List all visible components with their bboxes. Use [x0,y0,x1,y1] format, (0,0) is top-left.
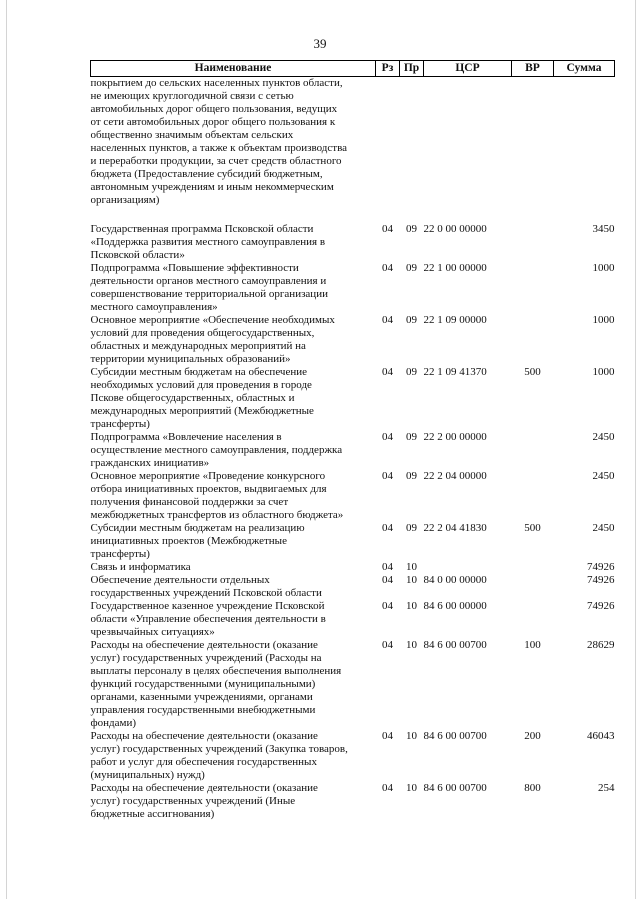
row-csr: 22 2 00 00000 [423,431,487,443]
row-csr: 22 2 04 41830 [423,522,487,534]
row-vr [512,561,554,574]
row-csr: 22 2 04 00000 [423,470,487,482]
row-rz: 04 [382,574,393,586]
table-row [91,639,615,730]
table-header-row [91,61,615,77]
row-csr: 22 1 00 00000 [423,262,487,274]
row-vr: 100 [524,639,541,651]
row-name: Расходы на обеспечение деятельности (оказание услуг) государственных учреждений (Расходы на выплаты персоналу в целях обеспечения выполнения функций государственными (муниципальными) органами, казенными учреждениями, органами управления государственными внебюджетными фондами) [90,639,342,729]
row-csr: 84 6 00 00000 [423,600,487,612]
row-name: Государственная программа Псковской области «Поддержка развития местного самоуправления в Псковской области» [90,223,326,261]
row-pr: 09 [406,223,417,235]
continuation-text: покрытием до сельских населенных пунктов области, не имеющих круглогодичной связи с сетью автомобильных дорог общего пользования, ведущих от сети автомобильных дорог общего пользования к общественно значимым объектам сельских населенных пунктов, а также к объектам производства и переработки продукции, за счет средств областного бюджета (Предоставление субсидий бюджетным, автономным учреждениям и иным некоммерческим организациям) [90,77,348,206]
row-pr: 10 [406,730,417,742]
row-rz: 04 [382,314,393,326]
row-name: Подпрограмма «Вовлечение населения в осуществление местного самоуправления, поддержка гражданских инициатив» [90,431,343,469]
row-vr: 500 [524,522,541,534]
row-vr: 500 [524,366,541,378]
row-vr [512,574,554,600]
table-row [91,366,615,431]
row-rz: 04 [382,223,393,235]
row-sum: 254 [598,782,615,794]
row-rz: 04 [382,366,393,378]
row-vr: 800 [524,782,541,794]
row-vr [512,600,554,639]
row-sum: 74926 [587,561,615,573]
row-sum: 3450 [592,223,615,235]
budget-table [90,60,615,821]
header-rz: Рз [376,61,400,77]
row-name: Государственное казенное учреждение Псковской области «Управление обеспечения деятельности в чрезвычайных ситуациях» [90,600,326,638]
row-name: Обеспечение деятельности отдельных государственных учреждений Псковской области [90,574,322,599]
table-row [91,223,615,262]
row-name: Субсидии местным бюджетам на реализацию инициативных проектов (Межбюджетные трансферты) [90,522,305,560]
row-pr: 09 [406,366,417,378]
header-csr: ЦСР [424,61,512,77]
row-pr: 09 [406,431,417,443]
row-sum: 74926 [587,600,615,612]
row-vr [512,470,554,522]
page-number: 39 [313,36,327,51]
header-sum: Сумма [554,61,615,77]
row-csr: 22 0 00 00000 [423,223,487,235]
row-csr [424,561,512,574]
row-rz: 04 [382,730,393,742]
table-row [91,600,615,639]
row-rz: 04 [382,470,393,482]
row-vr: 200 [524,730,541,742]
table-row [91,522,615,561]
row-pr: 10 [406,600,417,612]
scan-right-edge [635,0,636,899]
row-vr [512,431,554,470]
row-name: Подпрограмма «Повышение эффективности деятельности органов местного самоуправления и совершенствование территориальной организации местного самоуправления» [90,262,328,313]
continuation-row [91,77,615,224]
row-sum: 2450 [592,470,615,482]
row-name: Основное мероприятие «Проведение конкурсного отбора инициативных проектов, выдвигаемых для получения финансовой поддержки за счет межбюджетных трансфертов из областного бюджета» [90,470,344,521]
row-rz: 04 [382,600,393,612]
table-row [91,730,615,782]
header-name: Наименование [91,61,376,77]
row-pr: 10 [406,782,417,794]
scan-left-edge [6,0,7,899]
row-sum: 1000 [592,262,615,274]
table-row [91,262,615,314]
row-sum: 2450 [592,431,615,443]
row-pr: 09 [406,314,417,326]
row-name: Субсидии местным бюджетам на обеспечение необходимых условий для проведения в городе Пскове общегосударственных, областных и международных мероприятий (Межбюджетные трансферты) [90,366,314,430]
row-sum: 1000 [592,366,615,378]
row-sum: 74926 [587,574,615,586]
row-vr [512,223,554,262]
row-csr: 84 6 00 00700 [423,730,487,742]
row-sum: 46043 [587,730,615,742]
row-csr: 84 6 00 00700 [423,639,487,651]
row-rz: 04 [382,782,393,794]
row-csr: 84 6 00 00700 [423,782,487,794]
row-name: Основное мероприятие «Обеспечение необходимых условий для проведения общегосударственных, областных и международных мероприятий на территории муниципальных образований» [90,314,335,365]
header-vr: ВР [512,61,554,77]
row-rz: 04 [382,561,393,573]
table-row [91,782,615,821]
row-csr: 22 1 09 41370 [423,366,487,378]
row-pr: 10 [406,574,417,586]
row-pr: 09 [406,522,417,534]
row-rz: 04 [382,639,393,651]
row-vr [512,262,554,314]
row-pr: 09 [406,470,417,482]
row-name: Расходы на обеспечение деятельности (оказание услуг) государственных учреждений (Иные бюджетные ассигнования) [90,782,318,820]
row-sum: 2450 [592,522,615,534]
table-row [91,561,615,574]
row-vr [512,314,554,366]
table-row [91,574,615,600]
row-rz: 04 [382,522,393,534]
header-pr: Пр [400,61,424,77]
table-row [91,314,615,366]
row-csr: 22 1 09 00000 [423,314,487,326]
row-pr: 10 [406,639,417,651]
row-name: Расходы на обеспечение деятельности (оказание услуг) государственных учреждений (Закупка товаров, работ и услуг для обеспечения государственных (муниципальных) нужд) [90,730,348,781]
row-rz: 04 [382,431,393,443]
row-sum: 28629 [587,639,615,651]
row-sum: 1000 [592,314,615,326]
row-rz: 04 [382,262,393,274]
row-name: Связь и информатика [90,561,191,573]
table-row [91,470,615,522]
row-pr: 09 [406,262,417,274]
row-csr: 84 0 00 00000 [423,574,487,586]
table-row [91,431,615,470]
row-pr: 10 [406,561,417,573]
